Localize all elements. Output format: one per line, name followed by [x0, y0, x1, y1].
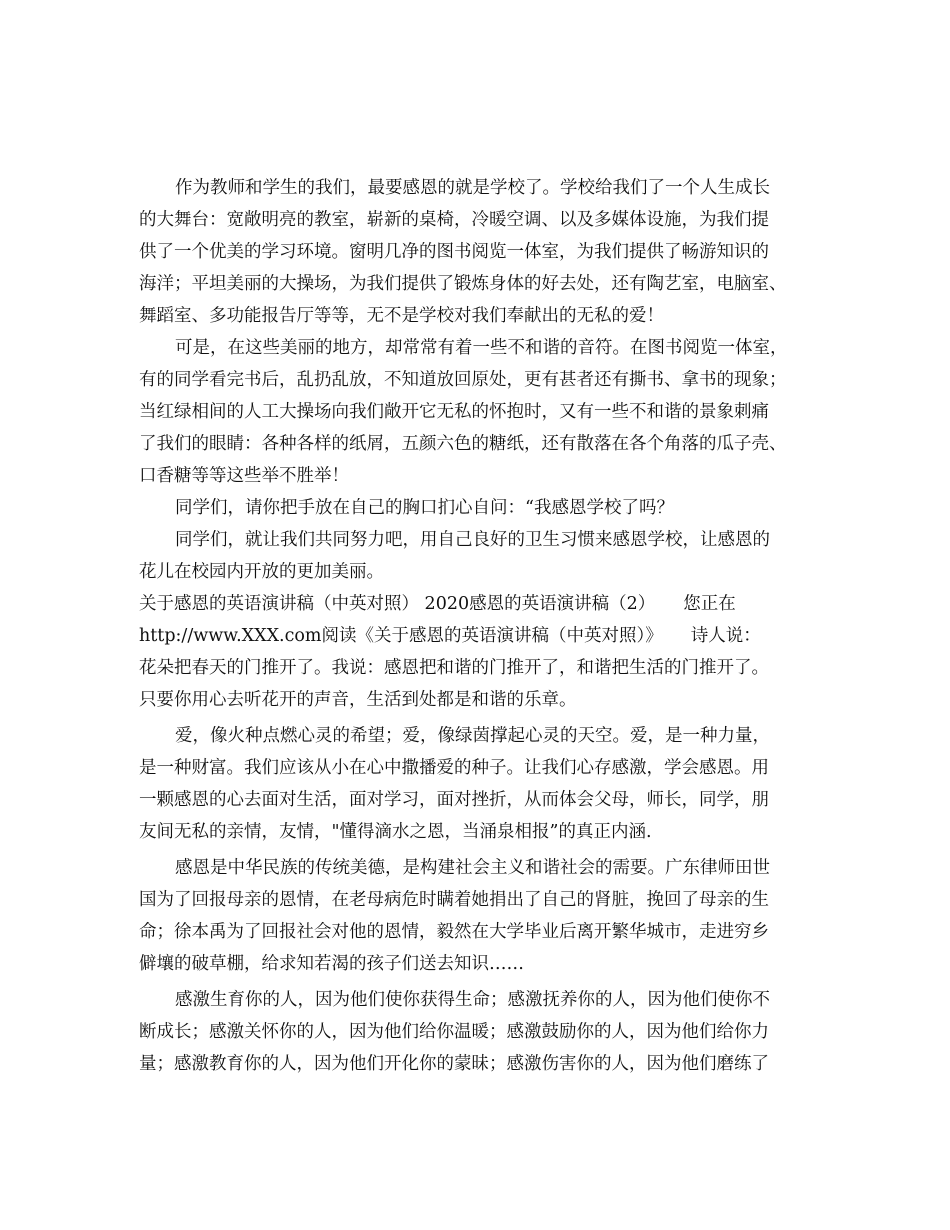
text-line: 感激生育你的人，因为他们使你获得生命；感激抚养你的人，因为他们使你不: [175, 990, 770, 1010]
text-line: 国为了回报母亲的恩情，在老母病危时瞒着她捐出了自己的肾脏，挽回了母亲的生: [139, 890, 769, 910]
text-line: [139, 620, 829, 652]
text-line: 命；徐本禹为了回报社会对他的恩情，毅然在大学毕业后离开繁华城市，走进穷乡: [139, 922, 769, 942]
text-line: 断成长；感激关怀你的人，因为他们给你温暖；感激鼓励你的人，因为他们给你力: [139, 1022, 769, 1042]
text-line: 作为教师和学生的我们，最要感恩的就是学校了。学校给我们了一个人生成长: [175, 178, 770, 198]
text-line: 海洋；平坦美丽的大操场，为我们提供了锻炼身体的好去处，还有陶艺室，电脑室、: [139, 274, 787, 294]
text-line: 了我们的眼睛：各种各样的纸屑，五颜六色的糖纸，还有散落在各个角落的瓜子壳、: [139, 434, 787, 454]
text-line: [139, 588, 829, 620]
poet-says: 诗人说：: [690, 626, 761, 646]
text-line: 只要你用心去听花开的声音，生活到处都是和谐的乐章。: [139, 690, 577, 710]
text-line: 当红绿相间的人工大操场向我们敞开它无私的怀抱时，又有一些不和谐的景象刺痛: [139, 402, 769, 422]
text-line: 的大舞台：宽敞明亮的教室，崭新的桌椅，冷暖空调、以及多媒体设施，为我们提: [139, 210, 769, 230]
text-line: 花儿在校园内开放的更加美丽。: [139, 562, 384, 582]
text-line: 供了一个优美的学习环境。窗明几净的图书阅览一体室，为我们提供了畅游知识的: [139, 242, 769, 262]
text-line: 同学们，请你把手放在自己的胸口扪心自问：“我感恩学校了吗？: [175, 498, 674, 518]
text-line: 花朵把春天的门推开了。我说：感恩把和谐的门推开了，和谐把生活的门推开了。: [139, 658, 769, 678]
text-line: 僻壤的破草棚，给求知若渴的孩子们送去知识……: [139, 954, 524, 974]
text-line: 可是，在这些美丽的地方，却常常有着一些不和谐的音符。在图书阅览一体室，: [175, 338, 788, 358]
text-line: 爱，像火种点燃心灵的希望；爱，像绿茵撑起心灵的天空。爱，是一种力量，: [175, 726, 770, 746]
text-line: 口香糖等等这些举不胜举！: [139, 466, 349, 486]
text-line: 是一种财富。我们应该从小在心中撒播爱的种子。让我们心存感激，学会感恩。用: [139, 758, 769, 778]
text-line: 感恩是中华民族的传统美德，是构建社会主义和谐社会的需要。广东律师田世: [175, 858, 770, 878]
text-line: 一颗感恩的心去面对生活，面对学习，面对挫折，从而体会父母，师长，同学，朋: [139, 790, 769, 810]
text-line: 舞蹈室、多功能报告厅等等，无不是学校对我们奉献出的无私的爱！: [139, 306, 664, 326]
text-line: 有的同学看完书后，乱扔乱放，不知道放回原处，更有甚者还有撕书、拿书的现象；: [139, 370, 787, 390]
article-title-line: 关于感恩的英语演讲稿（中英对照） 2020感恩的英语演讲稿（2）: [139, 594, 656, 614]
text-line: 友间无私的亲情，友情，"懂得滴水之恩，当涌泉相报”的真正内涵.: [139, 822, 652, 842]
reading-notice: 您正在: [683, 594, 736, 614]
source-url-line: http://www.XXX.com阅读《关于感恩的英语演讲稿（中英对照）》: [139, 626, 663, 646]
text-line: 同学们，就让我们共同努力吧，用自己良好的卫生习惯来感恩学校，让感恩的: [175, 530, 770, 550]
text-line: 量；感激教育你的人，因为他们开化你的蒙昧；感激伤害你的人，因为他们磨练了: [139, 1054, 769, 1074]
document-body: [139, 172, 829, 1080]
